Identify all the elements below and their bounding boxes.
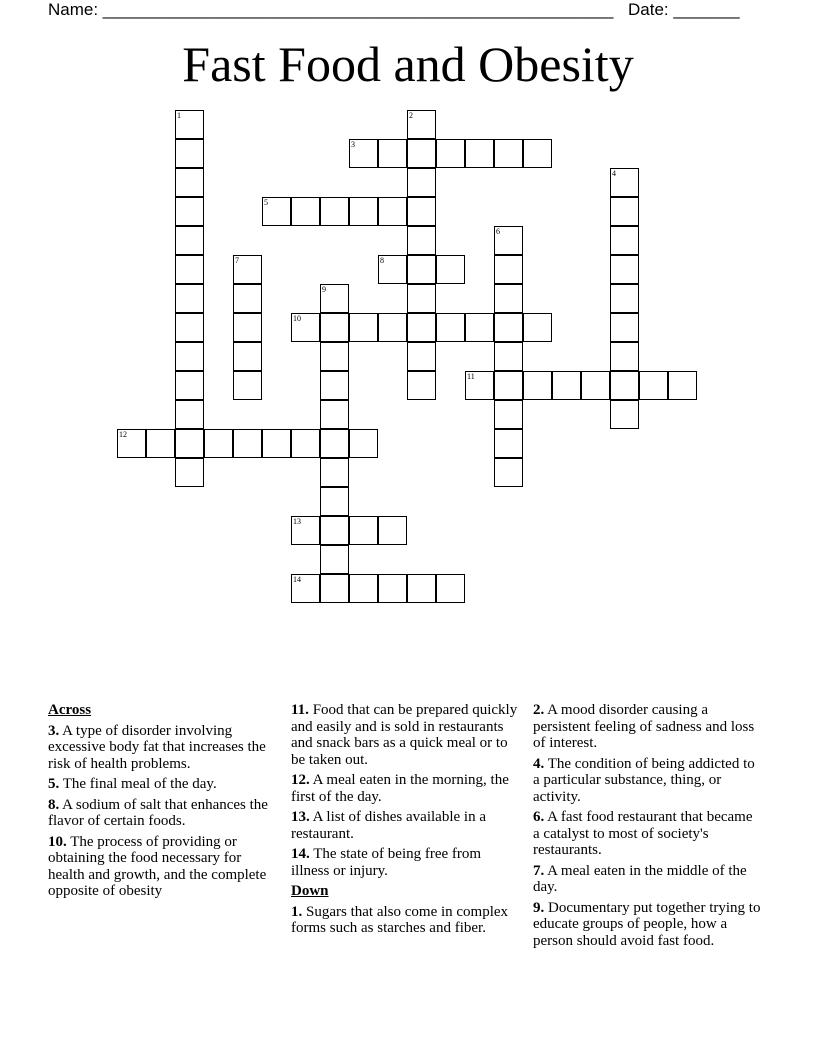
grid-cell[interactable] [233, 284, 262, 313]
grid-cell[interactable] [262, 197, 291, 226]
clue-number: 1. [291, 903, 303, 920]
grid-cell[interactable] [320, 458, 349, 487]
clue-number: 11. [291, 702, 309, 718]
grid-cell[interactable] [378, 139, 407, 168]
down-heading: Down [291, 883, 329, 899]
clue-text: A type of disorder involving excessive body fat that increases the risk of health problems. [48, 722, 266, 772]
grid-cell[interactable] [378, 313, 407, 342]
cell-number: 5 [264, 198, 268, 207]
grid-cell[interactable] [349, 574, 378, 603]
cell-number: 4 [612, 169, 616, 178]
grid-cell[interactable] [436, 255, 465, 284]
cell-number: 14 [293, 575, 301, 584]
grid-cell[interactable] [320, 516, 349, 545]
grid-cell[interactable] [407, 574, 436, 603]
grid-cell[interactable] [291, 516, 320, 545]
clue-number: 9. [533, 899, 545, 916]
grid-cell[interactable] [146, 429, 175, 458]
clue-number: 4. [533, 755, 545, 772]
clue-item [533, 756, 761, 806]
grid-cell[interactable] [407, 313, 436, 342]
cell-number: 2 [409, 111, 413, 120]
cell-number: 8 [380, 256, 384, 265]
grid-cell[interactable] [407, 110, 436, 139]
grid-cell[interactable] [581, 371, 610, 400]
grid-cell[interactable] [378, 574, 407, 603]
grid-cell[interactable] [233, 371, 262, 400]
clue-item [48, 723, 276, 773]
grid-cell[interactable] [233, 342, 262, 371]
grid-cell[interactable] [175, 284, 204, 313]
clue-item [533, 809, 761, 859]
clue-text: Documentary put together trying to educate groups of people, how a person should avoid fast food. [533, 899, 761, 949]
clue-item [533, 702, 761, 752]
grid-cell[interactable] [262, 429, 291, 458]
grid-cell[interactable] [320, 371, 349, 400]
clue-text: A sodium of salt that enhances the flavor of certain foods. [48, 796, 268, 829]
grid-cell[interactable] [320, 284, 349, 313]
across-heading: Across [48, 702, 92, 718]
clue-item [48, 776, 276, 793]
grid-cell[interactable] [407, 284, 436, 313]
grid-cell[interactable] [175, 400, 204, 429]
grid-cell[interactable] [378, 255, 407, 284]
clue-text: A mood disorder causing a persistent feeling of sadness and loss of interest. [533, 702, 755, 751]
grid-cell[interactable] [349, 516, 378, 545]
grid-cell[interactable] [378, 516, 407, 545]
grid-cell[interactable] [494, 313, 523, 342]
grid-cell[interactable] [407, 168, 436, 197]
cell-number: 6 [496, 227, 500, 236]
grid-cell[interactable] [291, 429, 320, 458]
grid-cell[interactable] [175, 371, 204, 400]
grid-cell[interactable] [465, 371, 494, 400]
grid-cell[interactable] [407, 255, 436, 284]
grid-cell[interactable] [320, 197, 349, 226]
grid-cell[interactable] [610, 284, 639, 313]
grid-cell[interactable] [175, 313, 204, 342]
grid-cell[interactable] [465, 139, 494, 168]
clue-text: The state of being free from illness or injury. [291, 846, 482, 879]
clue-text: A meal eaten in the morning, the first of the day. [291, 772, 509, 805]
clues-column-3 [533, 702, 761, 953]
grid-cell[interactable] [436, 313, 465, 342]
clue-number: 6. [533, 809, 545, 825]
grid-cell[interactable] [494, 342, 523, 371]
grid-cell[interactable] [320, 574, 349, 603]
clue-item [291, 702, 519, 768]
grid-cell[interactable] [175, 255, 204, 284]
grid-cell[interactable] [175, 458, 204, 487]
clue-text: A meal eaten in the middle of the day. [533, 862, 747, 895]
grid-cell[interactable] [291, 574, 320, 603]
clue-item [48, 834, 276, 900]
clue-number: 14. [291, 846, 310, 862]
grid-cell[interactable] [407, 342, 436, 371]
date-field-label[interactable]: Date: _______ [628, 0, 740, 19]
grid-cell[interactable] [494, 458, 523, 487]
clue-text: Food that can be prepared quickly and easily and is sold in restaurants and snack bars as a quick meal or to be taken out. [291, 702, 518, 768]
grid-cell[interactable] [436, 139, 465, 168]
grid-cell[interactable] [175, 110, 204, 139]
grid-cell[interactable] [610, 255, 639, 284]
grid-cell[interactable] [175, 139, 204, 168]
clue-item [291, 809, 519, 842]
cell-number: 9 [322, 285, 326, 294]
clue-text: Sugars that also come in complex forms such as starches and fiber. [291, 903, 509, 936]
clue-number: 8. [48, 796, 60, 813]
grid-cell[interactable] [349, 313, 378, 342]
grid-cell[interactable] [552, 371, 581, 400]
clue-text: The condition of being addicted to a particular substance, thing, or activity. [533, 755, 755, 805]
cell-number: 1 [177, 111, 181, 120]
cell-number: 11 [467, 372, 475, 381]
clue-number: 2. [533, 702, 545, 718]
grid-cell[interactable] [349, 139, 378, 168]
grid-cell[interactable] [320, 400, 349, 429]
grid-cell[interactable] [349, 429, 378, 458]
grid-cell[interactable] [494, 139, 523, 168]
grid-cell[interactable] [175, 168, 204, 197]
grid-cell[interactable] [320, 487, 349, 516]
grid-cell[interactable] [407, 139, 436, 168]
grid-cell[interactable] [407, 371, 436, 400]
clue-text: The final meal of the day. [59, 776, 217, 792]
grid-cell[interactable] [320, 545, 349, 574]
grid-cell[interactable] [523, 313, 552, 342]
grid-cell[interactable] [407, 226, 436, 255]
grid-cell[interactable] [494, 400, 523, 429]
grid-cell[interactable] [494, 429, 523, 458]
grid-cell[interactable] [610, 400, 639, 429]
grid-cell[interactable] [291, 313, 320, 342]
grid-cell[interactable] [320, 313, 349, 342]
grid-cell[interactable] [610, 168, 639, 197]
grid-cell[interactable] [610, 371, 639, 400]
clue-number: 10. [48, 833, 67, 850]
grid-cell[interactable] [494, 255, 523, 284]
grid-cell[interactable] [349, 197, 378, 226]
cell-number: 13 [293, 517, 301, 526]
grid-cell[interactable] [291, 197, 320, 226]
grid-cell[interactable] [494, 226, 523, 255]
grid-cell[interactable] [378, 197, 407, 226]
cell-number: 12 [119, 430, 127, 439]
clue-text: The process of providing or obtaining the food necessary for health and growth, and the complete opposite of obesity [48, 833, 267, 899]
grid-cell[interactable] [320, 429, 349, 458]
grid-cell[interactable] [117, 429, 146, 458]
grid-cell[interactable] [175, 197, 204, 226]
clues-column-1 [48, 702, 276, 904]
clue-number: 7. [533, 862, 545, 879]
clue-item [291, 904, 519, 937]
clue-number: 13. [291, 809, 310, 825]
grid-cell[interactable] [175, 226, 204, 255]
page-title: Fast Food and Obesity [182, 36, 634, 92]
grid-cell[interactable] [320, 342, 349, 371]
clues-column-2 [291, 702, 519, 941]
clue-item [533, 863, 761, 896]
clue-number: 12. [291, 772, 310, 788]
grid-cell[interactable] [610, 342, 639, 371]
grid-cell[interactable] [233, 255, 262, 284]
clue-item [291, 772, 519, 805]
clue-item [533, 900, 761, 950]
grid-cell[interactable] [610, 226, 639, 255]
clue-item [48, 797, 276, 830]
grid-cell[interactable] [523, 371, 552, 400]
clue-number: 3. [48, 722, 60, 739]
clue-item [291, 846, 519, 879]
grid-cell[interactable] [610, 197, 639, 226]
clue-number: 5. [48, 776, 60, 792]
grid-cell[interactable] [465, 313, 494, 342]
grid-cell[interactable] [494, 371, 523, 400]
clue-text: A list of dishes available in a restaurant. [291, 809, 486, 842]
grid-cell[interactable] [175, 429, 204, 458]
clue-text: A fast food restaurant that became a catalyst to most of society's restaurants. [533, 809, 753, 858]
grid-cell[interactable] [204, 429, 233, 458]
cell-number: 3 [351, 140, 355, 149]
grid-cell[interactable] [407, 197, 436, 226]
grid-cell[interactable] [233, 313, 262, 342]
cell-number: 10 [293, 314, 301, 323]
grid-cell[interactable] [233, 429, 262, 458]
grid-cell[interactable] [668, 371, 697, 400]
grid-cell[interactable] [639, 371, 668, 400]
grid-cell[interactable] [494, 284, 523, 313]
name-field-label[interactable]: Name: ______________________________________________________ [48, 0, 614, 19]
grid-cell[interactable] [523, 139, 552, 168]
grid-cell[interactable] [610, 313, 639, 342]
cell-number: 7 [235, 256, 239, 265]
grid-cell[interactable] [175, 342, 204, 371]
grid-cell[interactable] [436, 574, 465, 603]
